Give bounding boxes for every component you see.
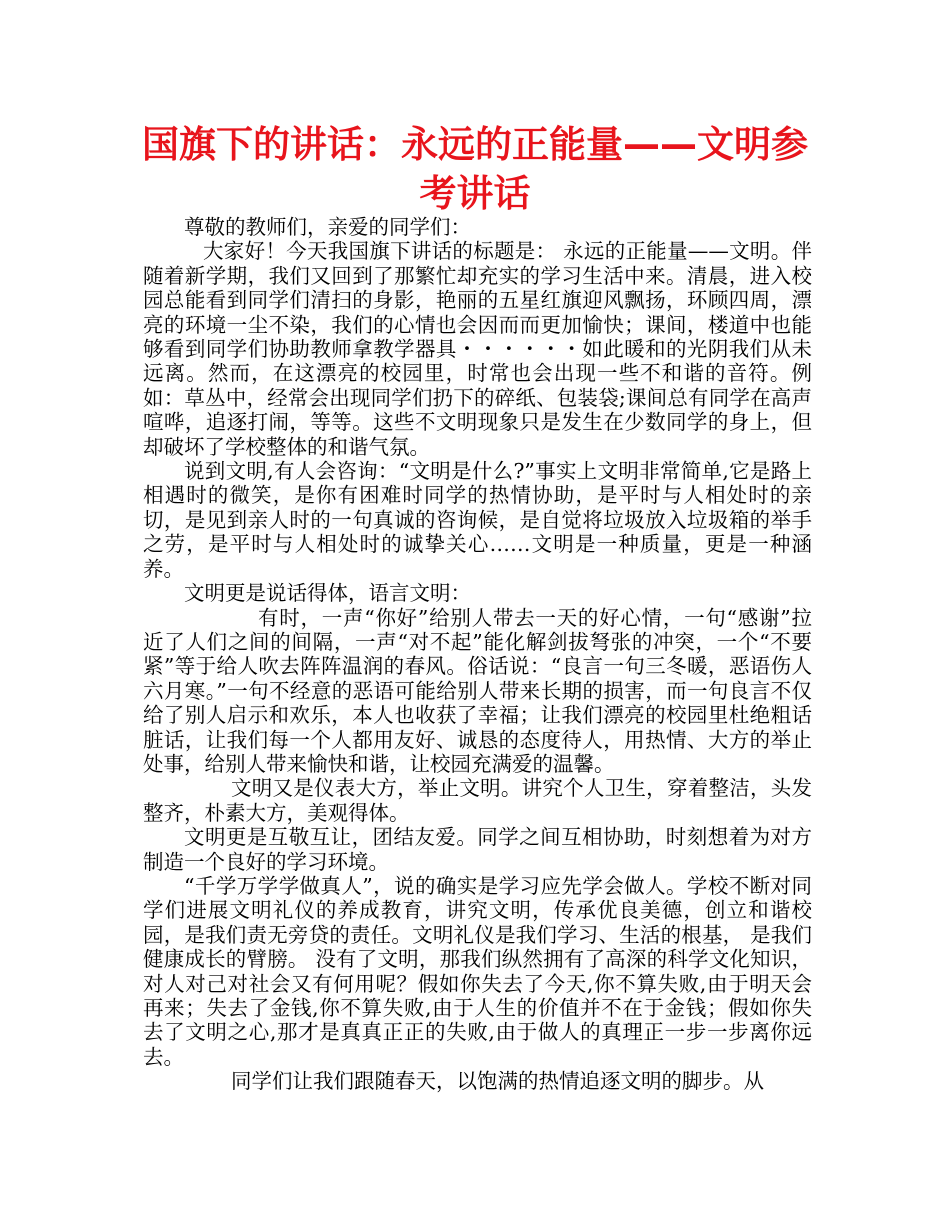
paragraph: “千学万学学做真人”，说的确实是学习应先学会做人。学校不断对同学们进展文明礼仪的养成教育，讲究文明，传承优良美德，创立和谐校园，是我们责无旁贷的责任。文明礼仪是我们学习、生活的根基， 是我们健康成长的臂膀。 没有了文明，那我们纵然拥有了高深的科学文化知识，对人对己对社会又有何用呢？假如你失去了今天,你不算失败,由于明天会再来；失去了金钱,你不算失败,由于人生的价值并不在于金钱；假如你失去了文明之心,那才是真真正正的失败,由于做人的真理正一步一步离你远去。 [143,873,812,1069]
document-title: 国旗下的讲话：永远的正能量——文明参考讲话 [142,123,808,215]
document-body [143,215,812,1094]
paragraph: 有时，一声“你好”给别人带去一天的好心情，一句“感谢”拉近了人们之间的间隔，一声“对不起”能化解剑拔弩张的冲突，一个“不要紧”等于给人吹去阵阵温润的春风。俗话说：“良言一句三冬暖，恶语伤人六月寒。”一句不经意的恶语可能给别人带来长期的损害，而一句良言不仅给了别人启示和欢乐，本人也收获了幸福；让我们漂亮的校园里杜绝粗话脏话，让我们每一个人都用友好、诚恳的态度待人，用热情、大方的举止处事，给别人带来愉快和谐，让校园充满爱的温馨。 [143,605,812,776]
paragraph: 说到文明,有人会咨询：“文明是什么?”事实上文明非常简单,它是路上相遇时的微笑，是你有困难时同学的热情协助，是平时与人相处时的亲切，是见到亲人时的一句真诚的咨询候，是自觉将垃圾放入垃圾箱的举手之劳，是平时与人相处时的诚挚关心……文明是一种质量，更是一种涵养。 [143,459,812,581]
paragraph: 文明更是说话得体，语言文明： [184,581,471,606]
paragraph: 大家好！今天我国旗下讲话的标题是： 永远的正能量——文明。伴随着新学期，我们又回到了那繁忙却充实的学习生活中来。清晨，进入校园总能看到同学们清扫的身影，艳丽的五星红旗迎风飘扬，环顾四周，漂亮的环境一尘不染，我们的心情也会因而而更加愉快；课间，楼道中也能够看到同学们协助教师拿教学器具・・・・・・如此暖和的光阴我们从未远离。然而，在这漂亮的校园里，时常也会出现一些不和谐的音符。例如：草丛中，经常会出现同学们扔下的碎纸、包装袋;课间总有同学在高声喧哗，追逐打闹，等等。这些不文明现象只是发生在少数同学的身上，但却破坏了学校整体的和谐气氛。 [143,239,812,459]
paragraph: 同学们让我们跟随春天，以饱满的热情追逐文明的脚步。从 [231,1069,764,1094]
salutation: 尊敬的教师们，亲爱的同学们： [184,215,471,239]
paragraph: 文明又是仪表大方，举止文明。讲究个人卫生，穿着整洁，头发整齐，朴素大方，美观得体。 [143,776,812,825]
paragraph: 文明更是互敬互让，团结友爱。同学之间互相协助，时刻想着为对方制造一个良好的学习环境。 [143,825,812,874]
